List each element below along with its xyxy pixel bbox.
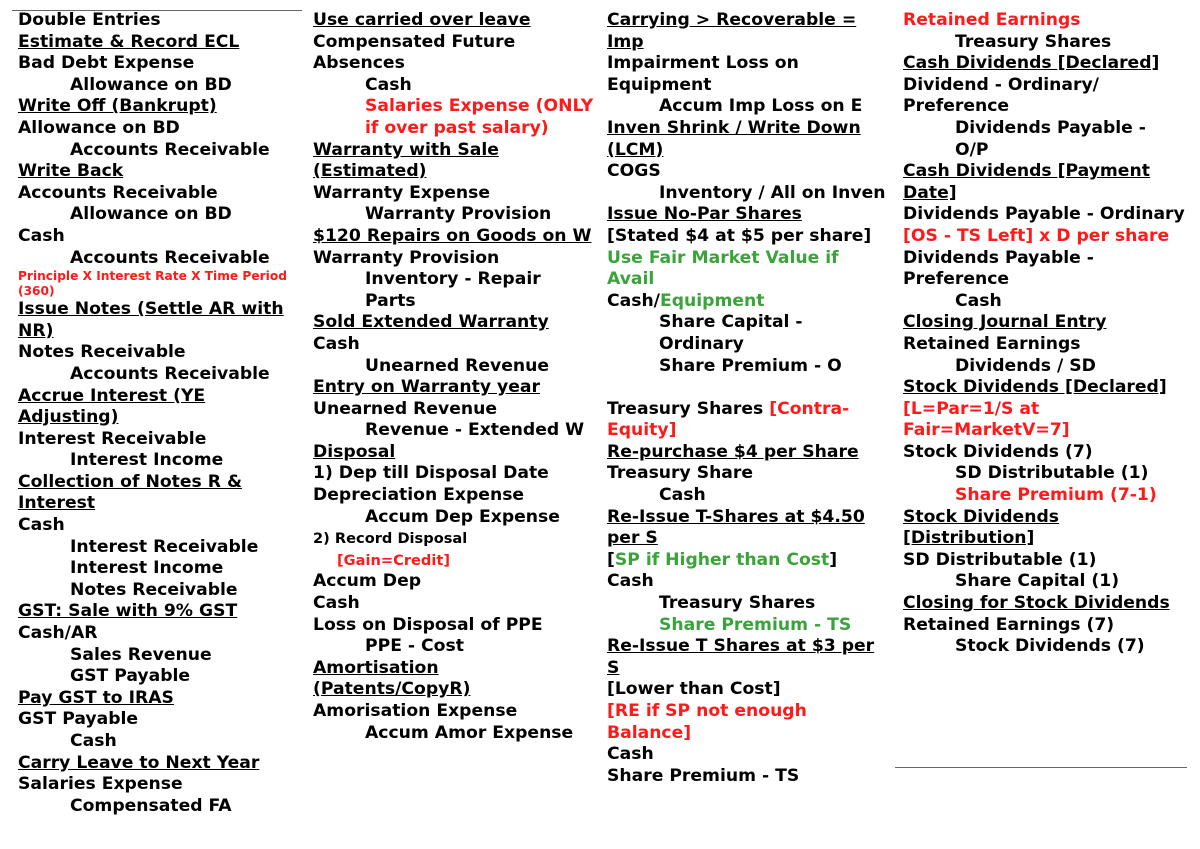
section-heading: Stock Dividends [Distribution] [903, 506, 1059, 549]
debit-line: Dividends Payable - Ordinary [903, 204, 1185, 225]
credit-line: Accounts Receivable [70, 363, 270, 384]
section-heading: Stock Dividends [Declared] [903, 377, 1167, 398]
credit-line: Allowance on BD [70, 74, 232, 95]
debit-line: Interest Receivable [18, 428, 207, 449]
credit-line: Cash [70, 731, 117, 751]
credit-line: SD Distributable (1) [955, 463, 1149, 484]
debit-line: Cash/AR [18, 623, 98, 644]
section-heading: Sold Extended Warranty [313, 312, 549, 333]
debit-line: Retained Earnings (7) [903, 614, 1115, 635]
debit-line: Cash [313, 593, 360, 614]
debit-line: Compensated Future Absences [313, 31, 516, 74]
column-4 [903, 10, 1185, 658]
gain-note: [Gain=Credit] [337, 551, 451, 569]
section-heading: Disposal [313, 441, 396, 462]
column-3 [607, 10, 889, 787]
re-note: [RE if SP not enough Balance] [607, 701, 807, 743]
sp-higher-note: SP if Higher than Cost [614, 549, 830, 570]
credit-line: Warranty Provision [365, 204, 552, 225]
step-label: 1) Dep till Disposal Date [313, 463, 549, 484]
credit-line: GST Payable [70, 666, 191, 687]
column-1 [18, 10, 300, 817]
credit-line: PPE - Cost [365, 636, 464, 657]
credit-line: Allowance on BD [70, 204, 232, 225]
credit-line: Inventory / All on Inven [659, 182, 886, 203]
formula-note: [OS - TS Left] x D per share [903, 225, 1170, 246]
credit-line: Interest Income [70, 558, 224, 579]
section-heading: Cash Dividends [Payment Date] [903, 161, 1150, 203]
credit-line: Share Capital (1) [955, 571, 1120, 592]
conditional-credit-line: Salaries Expense (ONLY if over past salary) [365, 96, 594, 138]
equipment-text: Equipment [659, 290, 765, 311]
debit-line: Depreciation Expense [313, 485, 525, 506]
debit-line: Accum Dep [313, 571, 422, 592]
doc-title: Double Entries [18, 10, 161, 30]
credit-line: Accum Imp Loss on E [659, 96, 863, 117]
cash-text: Cash/ [607, 290, 660, 311]
debit-line: Warranty Expense [313, 182, 491, 203]
credit-line: Accum Amor Expense [365, 722, 574, 743]
section-heading: Pay GST to IRAS [18, 687, 174, 708]
debit-line: Salaries Expense [18, 774, 183, 795]
debit-line: Retained Earnings [903, 333, 1081, 354]
bottom-divider [895, 767, 1187, 768]
credit-line: Interest Receivable [70, 536, 259, 557]
fair-value-note: Use Fair Market Value if Avail [607, 247, 839, 290]
credit-line: Revenue - Extended W [365, 420, 585, 441]
debit-line: GST Payable [18, 709, 139, 730]
section-heading: Closing Journal Entry [903, 312, 1107, 333]
section-heading: GST: Sale with 9% GST [18, 601, 238, 622]
section-heading: Write Back [18, 161, 124, 182]
section-heading: Estimate & Record ECL [18, 31, 240, 52]
section-heading: Write Off (Bankrupt) [18, 96, 217, 117]
bracket-close: ] [829, 549, 838, 570]
step-label: 2) Record Disposal [313, 530, 468, 548]
debit-line: Cash [607, 571, 654, 592]
debit-line: Cash [18, 225, 65, 246]
credit-line: Cash [955, 290, 1002, 311]
condition-note: [Lower than Cost] [607, 679, 781, 700]
section-heading: $120 Repairs on Goods on W [313, 225, 592, 246]
debit-line: Loss on Disposal of PPE [313, 614, 543, 635]
debit-line: Dividends Payable - Preference [903, 247, 1094, 290]
treasury-shares-text: Treasury Shares [607, 398, 770, 419]
section-heading: Re-purchase $4 per Share [607, 441, 859, 462]
debit-line: Bad Debt Expense [18, 53, 195, 74]
debit-line: Amorisation Expense [313, 701, 518, 721]
debit-line: Cash [313, 333, 360, 354]
credit-line: Share Premium (7-1) [955, 485, 1157, 506]
spacer [607, 377, 889, 399]
condition-note: [Stated $4 at $5 per share] [607, 225, 872, 246]
section-heading: Use carried over leave [313, 10, 531, 30]
section-heading: Carry Leave to Next Year [18, 752, 260, 773]
section-heading: Collection of Notes R & Interest [18, 471, 242, 514]
debit-line: Impairment Loss on Equipment [607, 53, 799, 95]
bracket-open: [ [607, 549, 615, 570]
debit-line: SD Distributable (1) [903, 549, 1097, 570]
par-fair-note: [L=Par=1/S at Fair=MarketV=7] [903, 398, 1070, 441]
credit-line: Cash [659, 485, 706, 506]
section-heading: Re-Issue T Shares at $3 per S [607, 636, 875, 678]
debit-line [607, 291, 889, 313]
debit-line: Dividend - Ordinary/ Preference [903, 74, 1099, 117]
section-heading: Carrying > Recoverable = Imp [607, 10, 857, 52]
credit-line: Dividends Payable - O/P [955, 117, 1146, 160]
debit-line: Notes Receivable [18, 342, 186, 363]
debit-line: Warranty Provision [313, 247, 500, 268]
condition-note [607, 550, 889, 572]
debit-line: Allowance on BD [18, 117, 180, 138]
credit-line: Compensated FA [70, 795, 232, 816]
debit-line: Accounts Receivable [18, 182, 218, 203]
credit-line: Inventory - Repair Parts [365, 269, 541, 311]
credit-line: Share Premium - TS [659, 614, 852, 635]
credit-line: Accounts Receivable [70, 247, 270, 268]
section-heading: Issue No-Par Shares [607, 204, 802, 225]
section-heading: Warranty with Sale (Estimated) [313, 139, 499, 182]
interest-formula-note: Principle X Interest Rate X Time Period (360) [18, 269, 287, 299]
debit-line: Stock Dividends (7) [903, 441, 1093, 462]
section-heading: Accrue Interest (YE Adjusting) [18, 385, 206, 428]
column-2 [313, 10, 595, 744]
debit-line: Retained Earnings [903, 10, 1081, 30]
credit-line: Interest Income [70, 450, 224, 471]
credit-line: Sales Revenue [70, 644, 212, 665]
credit-line: Share Capital - Ordinary [659, 312, 803, 354]
credit-line: Treasury Shares [659, 593, 816, 614]
debit-line: Cash [607, 744, 654, 765]
section-heading: Issue Notes (Settle AR with NR) [18, 299, 284, 341]
section-heading: Closing for Stock Dividends [903, 593, 1170, 614]
debit-line: Share Premium - TS [607, 765, 800, 786]
debit-line: Cash [18, 515, 65, 536]
section-heading: Inven Shrink / Write Down (LCM) [607, 117, 861, 160]
credit-line: Accounts Receivable [70, 139, 270, 160]
credit-line: Treasury Shares [955, 31, 1112, 52]
debit-line: Unearned Revenue [313, 398, 497, 419]
debit-line: Treasury Share [607, 463, 754, 484]
section-heading: Re-Issue T-Shares at $4.50 per S [607, 506, 865, 549]
debit-line: COGS [607, 161, 661, 182]
credit-line: Stock Dividends (7) [955, 636, 1145, 657]
treasury-shares-heading [607, 399, 889, 442]
credit-line: Accum Dep Expense [365, 506, 560, 527]
credit-line: Unearned Revenue [365, 355, 549, 376]
section-heading: Cash Dividends [Declared] [903, 53, 1160, 74]
section-heading: Entry on Warranty year [313, 377, 540, 398]
section-heading: Amortisation (Patents/CopyR) [313, 657, 471, 700]
credit-line: Notes Receivable [70, 579, 238, 600]
contra-equity-note: [Contra-Equity] [607, 398, 850, 441]
credit-line: Cash [365, 74, 412, 95]
credit-line: Dividends / SD [955, 355, 1096, 376]
credit-line: Share Premium - O [659, 355, 842, 376]
